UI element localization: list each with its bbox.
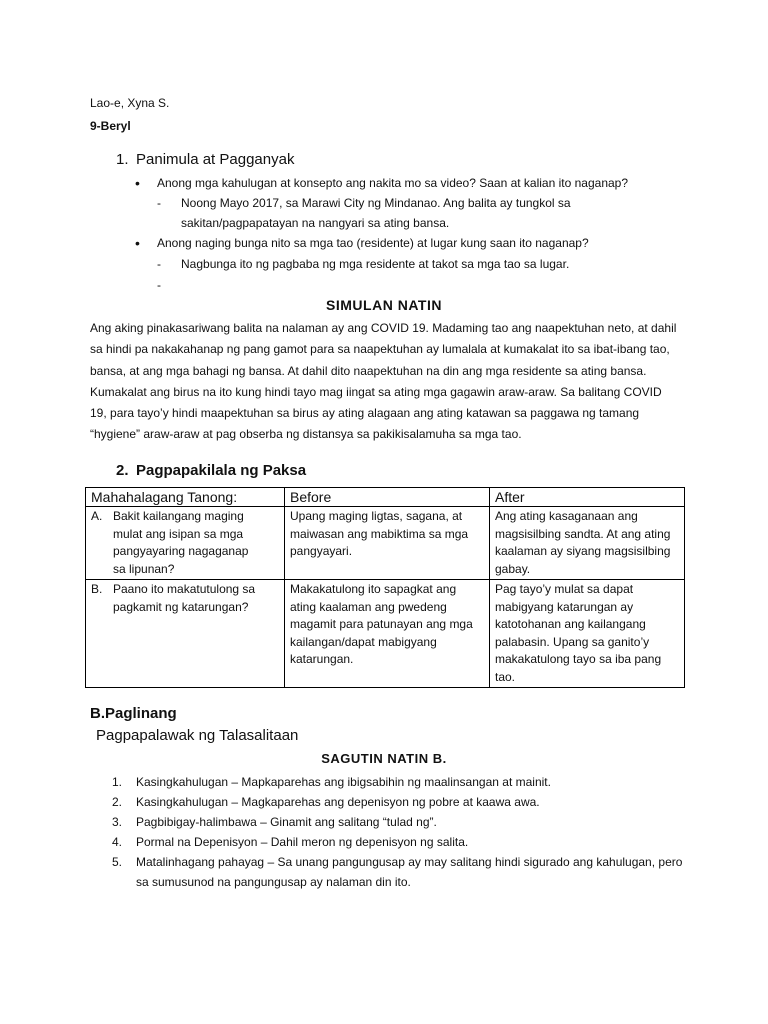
table-cell-before: Upang maging ligtas, sagana, at maiwasan ang mabiktima sa mga pangyayari. (285, 507, 490, 580)
table-cell-before: Makakatulong ito sapagkat ang ating kaalaman ang pwedeng magamit para patunayan ang mga kailangan/dapat mabigyang katarungan. (285, 580, 490, 688)
table-cell-after: Ang ating kasaganaan ang magsisilbing sandta. At ang ating kaalaman ay siyang magsisilbing gabay. (490, 507, 685, 580)
question-1: • Anong mga kahulugan at konsepto ang nakita mo sa video? Saan at kalian ito naganap? (157, 176, 628, 190)
paglinang-subtitle: Pagpapalawak ng Talasalitaan (96, 727, 299, 744)
header-questions: Mahahalagang Tanong: (86, 488, 285, 507)
part2-number: 2. (116, 462, 129, 479)
student-section: 9-Beryl (90, 119, 131, 133)
item-text: Kasingkahulugan – Magkaparehas ang depenisyon ng pobre at kaawa awa. (136, 795, 540, 809)
list-item (112, 792, 692, 812)
answer-2 (157, 254, 621, 274)
row-question: Paano ito makatutulong sa pagkamit ng katarungan? (113, 582, 256, 614)
dash-marker: - (157, 196, 161, 210)
student-name: Lao-e, Xyna S. (90, 96, 170, 110)
part2-title: Pagpapakilala ng Paksa (136, 462, 307, 479)
list-item (112, 852, 692, 892)
table-cell-question (86, 580, 285, 688)
item-text: Pormal na Depenisyon – Dahil meron ng depenisyon ng salita. (136, 835, 469, 849)
table-row (86, 580, 685, 688)
item-text: Pagbibigay-halimbawa – Ginamit ang salitang “tulad ng”. (136, 815, 437, 829)
item-number: 4. (112, 835, 123, 849)
item-text: Kasingkahulugan – Mapkaparehas ang ibigsabihin ng maalinsangan at mainit. (136, 775, 551, 789)
answer-1 (157, 193, 621, 233)
answer-1-text: Noong Mayo 2017, sa Marawi City ng Mindanao. Ang balita ay tungkol sa sakitan/pagpapatayan na nangyari sa ating bansa. (181, 196, 571, 230)
table-header-row (86, 488, 685, 507)
questions-table (85, 487, 685, 688)
row-letter: A. (91, 509, 103, 523)
part1-heading (116, 151, 294, 168)
dash-marker: - (157, 257, 161, 271)
table-cell-question (86, 507, 285, 580)
part1-title: Panimula at Pagganyak (136, 151, 295, 168)
answers-list (112, 772, 692, 892)
header-before: Before (285, 488, 490, 507)
sagutin-title: SAGUTIN NATIN B. (321, 751, 447, 766)
paglinang-title: B.Paglinang (90, 705, 177, 722)
item-number: 5. (112, 855, 123, 869)
table-cell-after: Pag tayo’y mulat sa dapat mabigyang katarungan ay katotohanan ang kailangang palabasin. Upang sa ganito’y makakatulong tayo sa iba pang tao. (490, 580, 685, 688)
table-row (86, 507, 685, 580)
item-number: 1. (112, 775, 123, 789)
answer-2-text: Nagbunga ito ng pagbaba ng mga residente at takot sa mga tao sa lugar. (181, 257, 570, 271)
list-item (112, 772, 692, 792)
question-2: • Anong naging bunga nito sa mga tao (residente) at lugar kung saan ito naganap? (157, 236, 589, 250)
part2-heading (116, 462, 306, 479)
part1-number: 1. (116, 151, 129, 168)
header-after: After (490, 488, 685, 507)
simulan-title: SIMULAN NATIN (326, 297, 442, 313)
row-question: Bakit kailangang maging mulat ang isipan sa mga pangyayaring nagaganap sa lipunan? (113, 509, 249, 576)
simulan-paragraph: Ang aking pinakasariwang balita na nalaman ay ang COVID 19. Madaming tao ang naapektuhan neto, at dahil sa hindi pa nakakahanap ng pang gamot para sa naapektuhan ay lumalala at kumakalat ito sa ibat-ibang tao, bansa, at ang mga bahagi ng bansa. At dahil dito naapektuhan na din ang mga residente sa ating bansa. Kumakalat ang birus na ito kung hindi tayo mag iingat sa ating mga gagawin araw-araw. Sa balitang COVID 19, para tayo’y hindi maapektuhan sa birus ay ating alagaan ang ating katawan sa paggawa ng tamang “hygiene” araw-araw at pag obserba ng distansya sa pakikisalamuha sa mga tao. (90, 321, 677, 442)
dash-marker: - (157, 278, 161, 292)
row-letter: B. (91, 582, 103, 596)
item-text: Matalinhagang pahayag – Sa unang pangungusap ay may salitang hindi sigurado ang kahulugan, pero sa sumusunod na pangungusap ay nalaman din ito. (136, 855, 683, 889)
list-item (112, 832, 692, 852)
item-number: 2. (112, 795, 123, 809)
item-number: 3. (112, 815, 123, 829)
list-item (112, 812, 692, 832)
